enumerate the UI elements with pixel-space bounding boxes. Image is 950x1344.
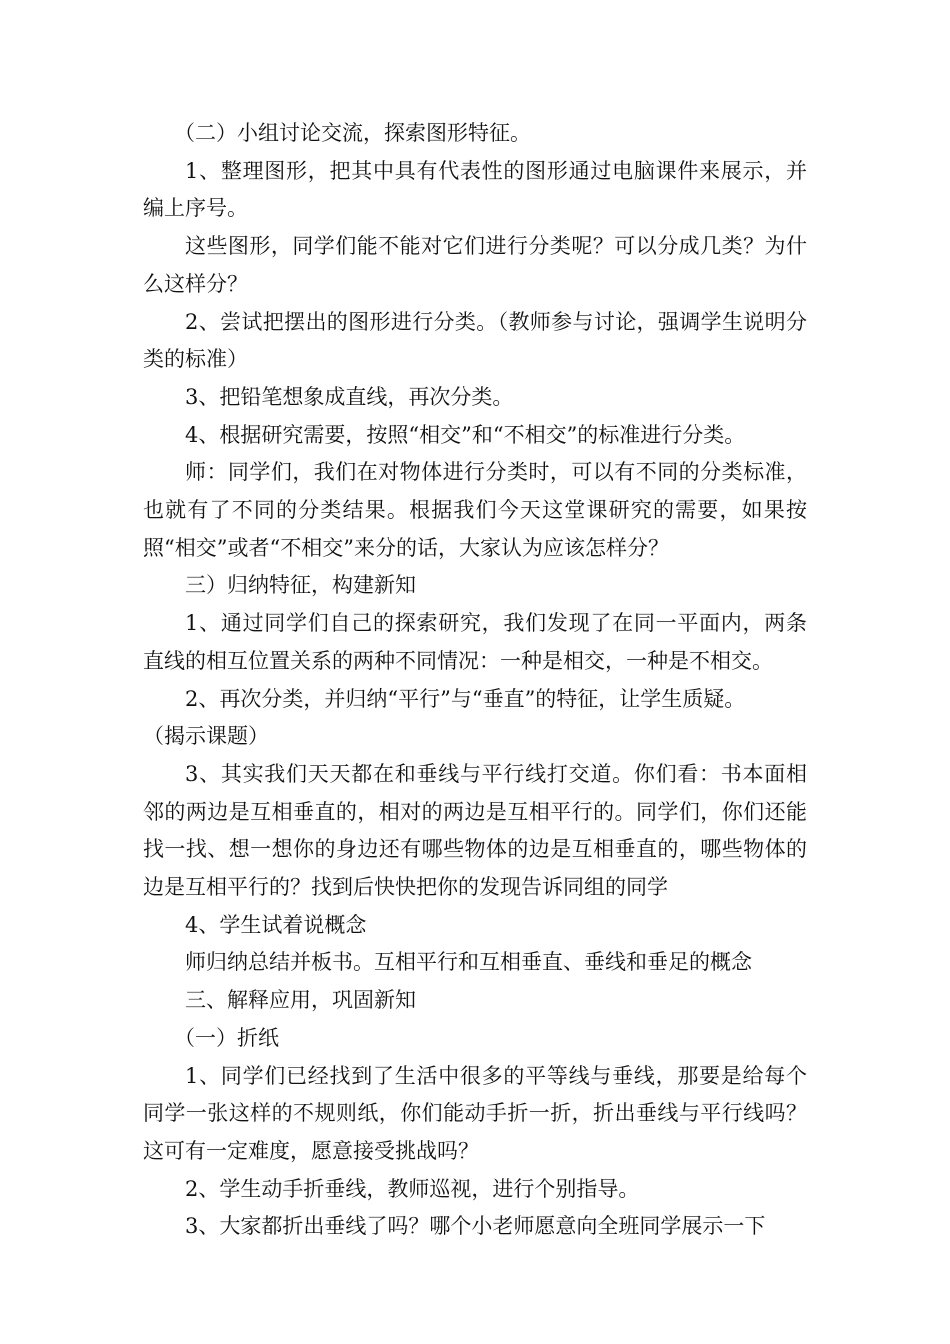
- document-body: [143, 115, 807, 1246]
- paragraph: 2、尝试把摆出的图形进行分类。（教师参与讨论，强调学生说明分类的标准）: [143, 309, 807, 372]
- section-heading: （二）小组讨论交流，探索图形特征。: [174, 121, 531, 145]
- paragraph: 2、学生动手折垂线，教师巡视，进行个别指导。: [185, 1176, 640, 1201]
- paragraph: 4、学生试着说概念: [185, 912, 367, 937]
- paragraph: 1、通过同学们自己的探索研究，我们发现了在同一平面内，两条直线的相互位置关系的两种不同情况：一种是相交，一种是不相交。: [143, 611, 807, 673]
- section-heading: 三）归纳特征，构建新知: [185, 573, 416, 598]
- paragraph: 4、根据研究需要，按照“相交”和“不相交”的标准进行分类。: [185, 422, 746, 447]
- paragraph: 师：同学们，我们在对物体进行分类时，可以有不同的分类标准，也就有了不同的分类结果。根据我们今天这堂课研究的需要，如果按照“相交”或者“不相交”来分的话，大家认为应该怎样分？: [143, 460, 807, 560]
- paragraph: 1、同学们已经找到了生活中很多的平等线与垂线，那要是给每个同学一张这样的不规则纸，你们能动手折一折，折出垂线与平行线吗？这可有一定难度，愿意接受挑战吗？: [143, 1063, 807, 1163]
- section-heading: 三、解释应用，巩固新知: [185, 988, 416, 1013]
- paragraph: 这些图形，同学们能不能对它们进行分类呢？可以分成几类？为什么这样分？: [143, 234, 807, 296]
- paragraph: 1、整理图形，把其中具有代表性的图形通过电脑课件来展示，并编上序号。: [143, 158, 807, 221]
- paragraph: 师归纳总结并板书。互相平行和互相垂直、垂线和垂足的概念: [185, 950, 752, 975]
- section-heading: （一）折纸: [174, 1025, 279, 1050]
- paragraph: 3、其实我们天天都在和垂线与平行线打交道。你们看：书本面相邻的两边是互相垂直的，相对的两边是互相平行的。同学们，你们还能找一找、想一想你的身边还有哪些物体的边是互相垂直的，哪些物体的边是互相平行的？找到后快快把你的发现告诉同组的同学: [143, 761, 807, 900]
- paragraph: 3、大家都折出垂线了吗？哪个小老师愿意向全班同学展示一下: [185, 1214, 766, 1239]
- paragraph: （揭示课题）: [143, 724, 269, 749]
- paragraph: 3、把铅笔想象成直线，再次分类。: [185, 384, 514, 409]
- paragraph: 2、再次分类，并归纳“平行”与“垂直”的特征，让学生质疑。: [185, 686, 746, 711]
